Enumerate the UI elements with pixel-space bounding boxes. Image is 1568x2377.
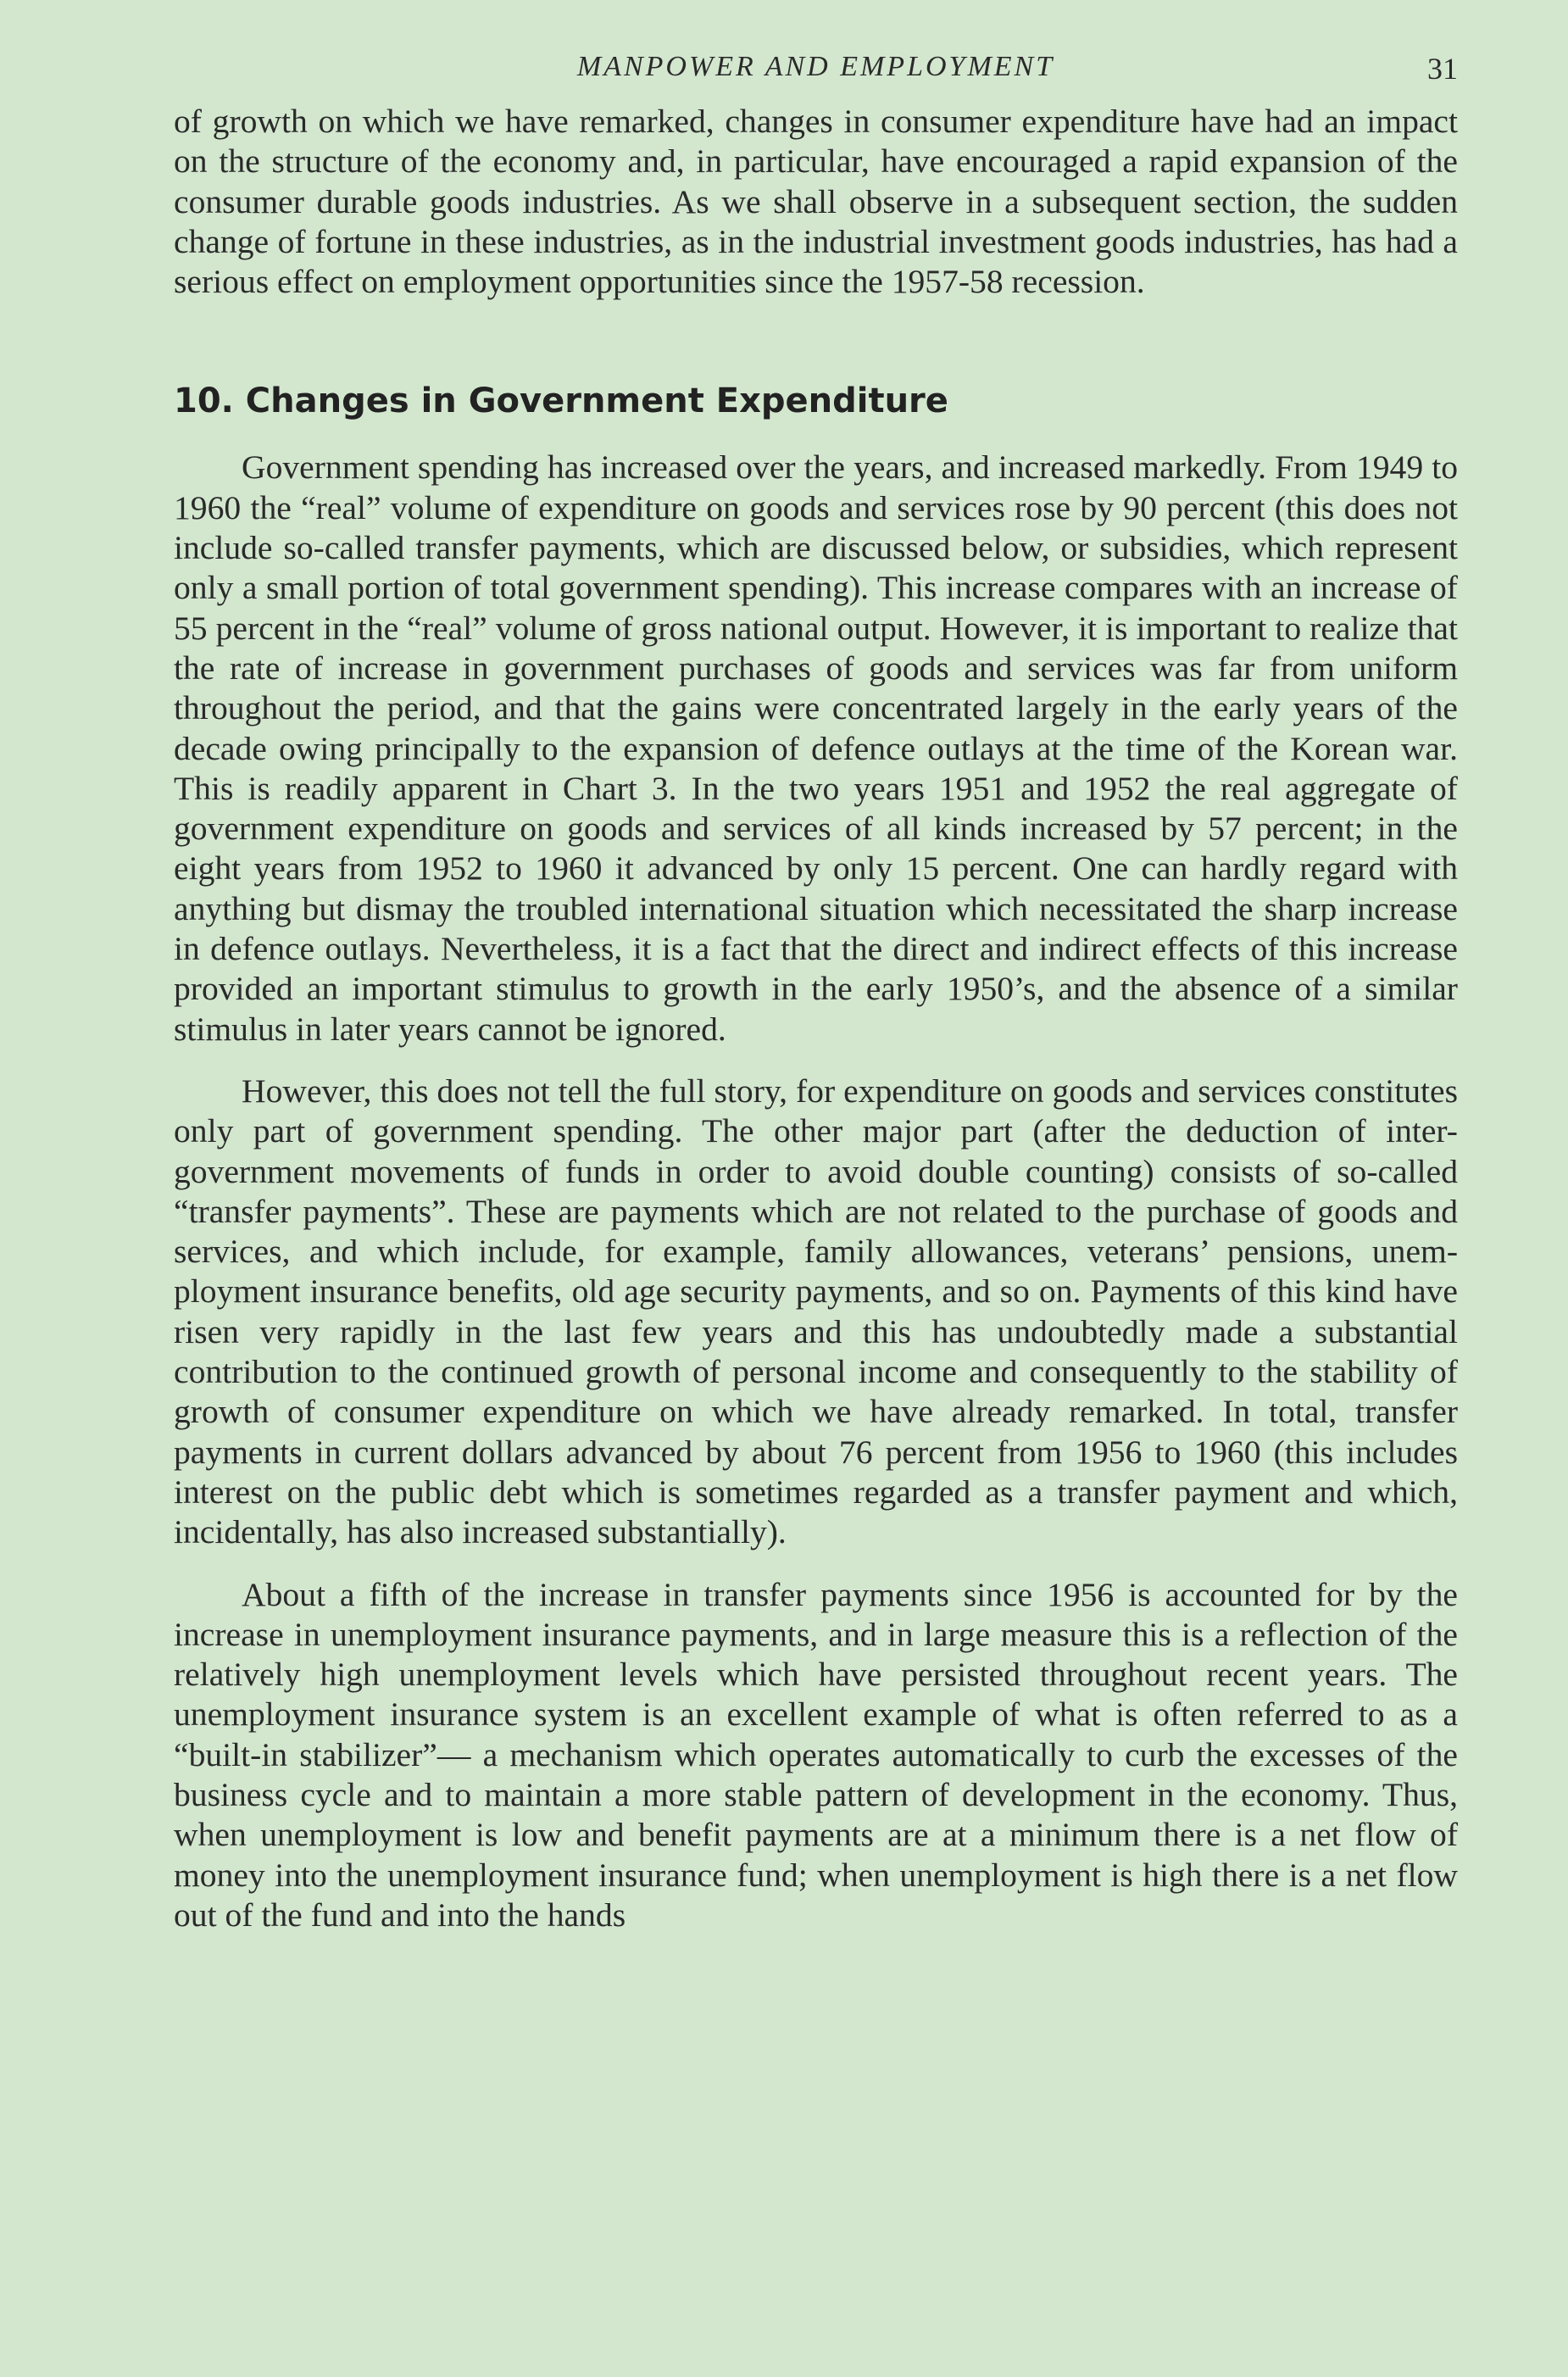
page-content xyxy=(174,102,1458,1935)
section-heading: 10. Changes in Government Expenditure xyxy=(174,381,948,421)
running-header-title: MANPOWER AND EMPLOYMENT xyxy=(576,51,1055,82)
running-header xyxy=(174,51,1458,93)
intro-paragraph: of growth on which we have remarked, changes in consumer expenditure have had an impact on the structure of the economy and, in particular, have encouraged a rapid expansion of the consumer durable goods industries. As we shall observe in a subsequent section, the sudden change of fortune in these industries, as in the industrial investment goods industries, has had a serious effect on employment opportunities since the 1957-58 recession. xyxy=(174,103,1458,301)
page-number: 31 xyxy=(1427,52,1458,86)
section-paragraph-1: Government spending has increased over the years, and increased markedly. From 1949 to 1960 the “real” volume of expenditure on goods and services rose by 90 percent (this does not include so-called transfer payments, which are discussed below, or subsidies, which represent only a small portion of total government spending). This increase compares with an increase of 55 percent in the “real” volume of gross national output. However, it is important to realize that the rate of increase in government purchases of goods and services was far from uniform throughout the period, and that the gains were concentrated largely in the early years of the decade owing principally to the expansion of defence outlays at the time of the Korean war. This is readily apparent in Chart 3. In the two years 1951 and 1952 the real aggregate of government expenditure on goods and services of all kinds increased by 57 percent; in the eight years from 1952 to 1960 it advanced by only 15 percent. One can hardly regard with anything but dismay the troubled international situation which necessitated the sharp increase in defence outlays. Nevertheless, it is a fact that the direct and indirect effects of this increase provided an important stimulus to growth in the early 1950’s, and the absence of a similar stimulus in later years cannot be ignored. xyxy=(174,448,1458,1048)
section-paragraph-2: However, this does not tell the full story, for expenditure on goods and services constitutes only part of government spending. The other major part (after the deduction of inter-government movements of funds in order to avoid double counting) consists of so-called “transfer payments”. These are payments which are not related to the purchase of goods and services, and which include, for example, family allowances, veterans’ pensions, unemployment insurance benefits, old age security payments, and so on. Payments of this kind have risen very rapidly in the last few years and this has undoubtedly made a substantial contribution to the continued growth of personal income and consequently to the stability of growth of consumer expenditure on which we have already remarked. In total, transfer payments in current dollars advanced by about 76 percent from 1956 to 1960 (this includes interest on the public debt which is sometimes regarded as a transfer payment and which, incidentally, has also increased substantially). xyxy=(174,1072,1458,1551)
section-paragraph-3: About a fifth of the increase in transfer payments since 1956 is accounted for by the increase in unemployment insurance payments, and in large measure this is a reflection of the relatively high unemployment levels which have persisted throughout recent years. The unemployment insurance system is an excellent example of what is often referred to as a “built-in stabilizer”— a mechanism which operates automatically to curb the excesses of the business cycle and to maintain a more stable pattern of development in the economy. Thus, when unemployment is low and benefit payments are at a minimum there is a net flow of money into the unemployment insurance fund; when unemployment is high there is a net flow out of the fund and into the hands xyxy=(174,1575,1458,1934)
